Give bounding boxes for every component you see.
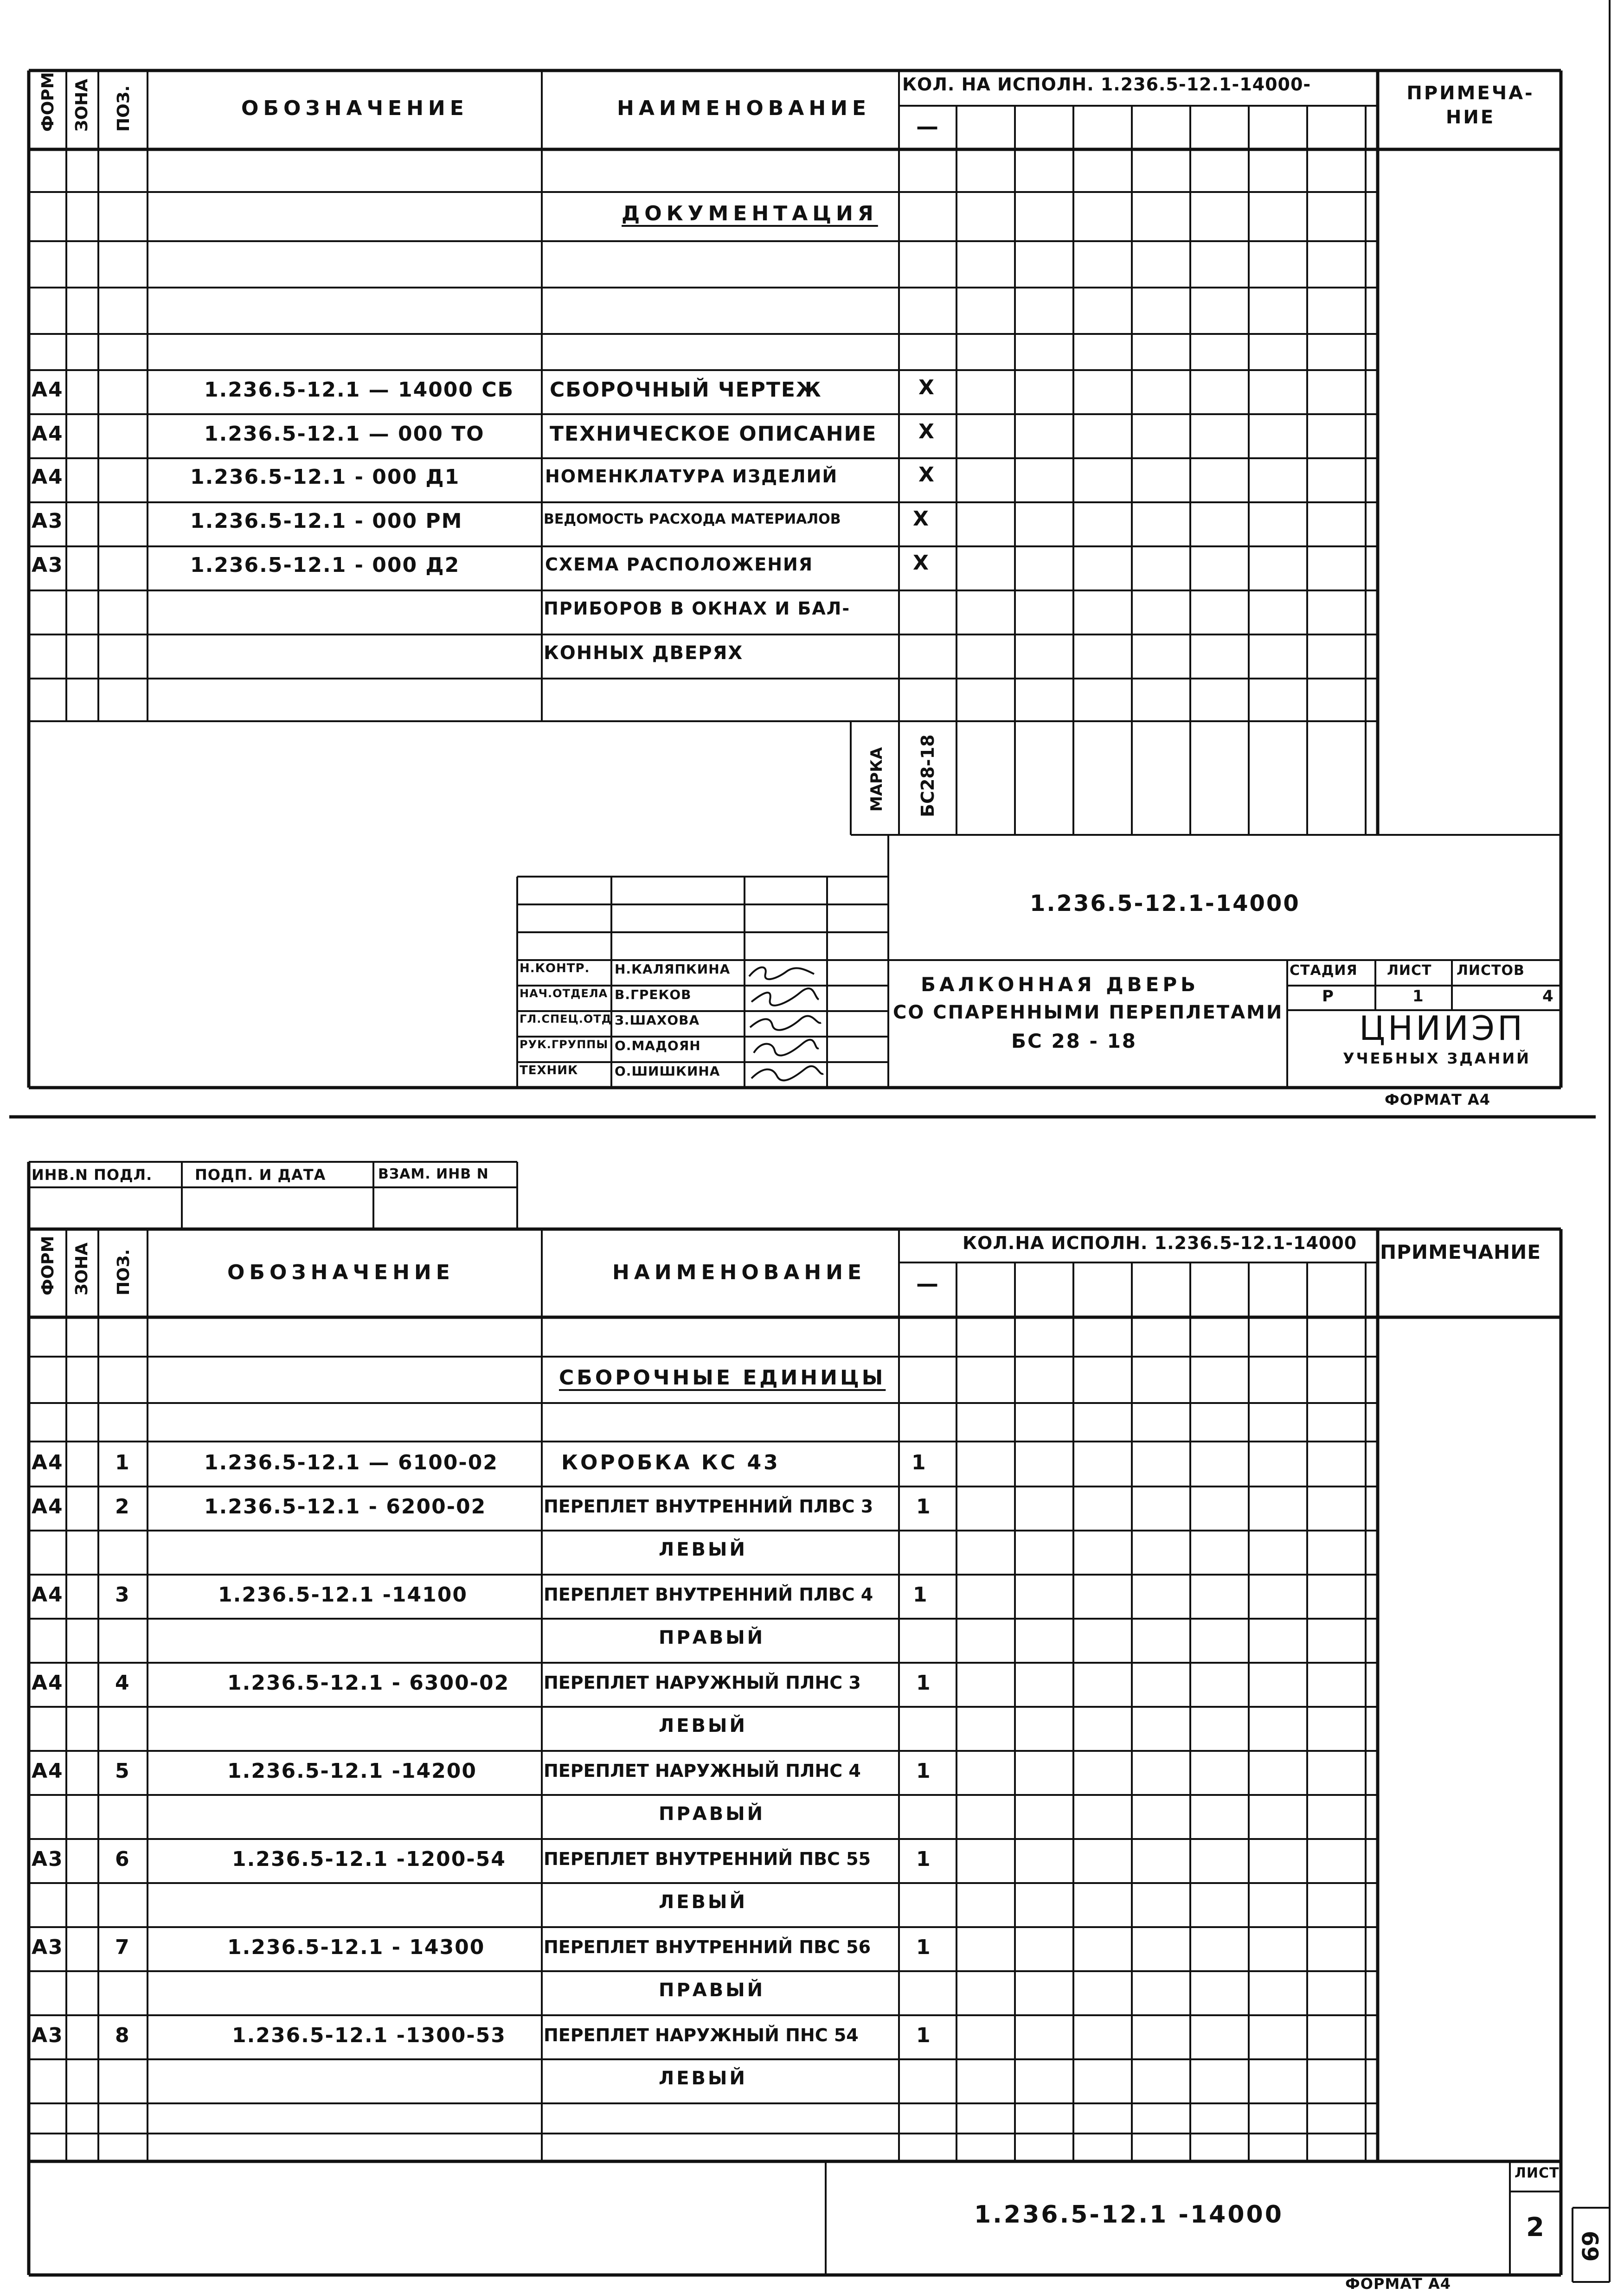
row-qty: 1 [916,1495,931,1519]
section-assembly-units: СБОРОЧНЫЕ ЕДИНИЦЫ [559,1366,886,1390]
row-name: ПЕРЕПЛЕТ ВНУТРЕННИЙ ПВС 56 [544,1937,871,1957]
header-zone: ЗОНА [72,78,91,132]
row-name: ПРАВЫЙ [659,1803,765,1825]
row-name: СХЕМА РАСПОЛОЖЕНИЯ [545,554,814,575]
row-qty: Х [918,420,935,443]
row-qty: Х [918,376,935,399]
header-form: ФОРМ [39,1236,58,1295]
row-designation: 1.236.5-12.1 - 000 Д1 [190,465,460,489]
row-name: НОМЕНКЛАТУРА ИЗДЕЛИЙ [545,466,838,487]
row-form: А4 [32,422,64,446]
header-designation: ОБОЗНАЧЕНИЕ [241,96,469,120]
row-qty: 1 [911,1451,927,1474]
row-form: А4 [32,1759,64,1783]
sheets-value: 4 [1542,987,1554,1006]
row-pos: 6 [115,1847,130,1871]
row-qty: 1 [916,2024,931,2047]
header-zone: ЗОНА [72,1242,91,1295]
row-name: ПЕРЕПЛЕТ НАРУЖНЫЙ ПЛНС 3 [544,1672,861,1693]
row-form: А4 [32,378,64,402]
row-pos: 4 [115,1671,130,1695]
row-name: КОННЫХ ДВЕРЯХ [544,642,744,664]
row-name: ТЕХНИЧЕСКОЕ ОПИСАНИЕ [550,422,877,446]
row-form: А3 [32,553,64,577]
organization-name: ЦНИИЭП [1359,1009,1526,1048]
role-label: НАЧ.ОТДЕЛА [520,987,608,1000]
stage-value: Р [1322,987,1334,1006]
stamp-sign-date: ПОДП. И ДАТА [195,1166,326,1184]
header-name: НАИМЕНОВАНИЕ [612,1261,867,1284]
row-name: ПРАВЫЙ [659,1627,765,1648]
sheets-label: ЛИСТОВ [1457,962,1525,979]
row-designation: 1.236.5-12.1 - 6300-02 [227,1671,510,1695]
row-designation: 1.236.5-12.1 -1300-53 [232,2024,506,2047]
person-name: Н.КАЛЯПКИНА [615,961,731,977]
person-name: О.МАДОЯН [615,1038,701,1053]
row-qty: Х [918,463,935,487]
header-qty: КОЛ. НА ИСПОЛН. 1.236.5-12.1-14000- [902,74,1311,95]
row-name: ЛЕВЫЙ [659,1539,747,1560]
role-label: Н.КОНТР. [520,961,590,975]
marka-label: МАРКА [867,747,886,812]
row-form: А3 [32,1935,64,1959]
row-pos: 2 [115,1495,130,1519]
title-line1: БАЛКОННАЯ ДВЕРЬ [921,973,1200,996]
header-note: ПРИМЕЧА-НИЕ [1406,83,1534,128]
row-form: А3 [32,1847,64,1871]
person-name: З.ШАХОВА [615,1012,700,1028]
header-form: ФОРМ [39,72,58,132]
document-code: 1.236.5-12.1 -14000 [974,2201,1284,2229]
header-qty-dash: — [916,1271,939,1297]
row-form: А4 [32,1495,64,1519]
row-pos: 7 [115,1935,130,1959]
row-qty: 1 [913,1583,928,1607]
row-name: ВЕДОМОСТЬ РАСХОДА МАТЕРИАЛОВ [544,511,841,527]
row-designation: 1.236.5-12.1 — 000 ТО [204,422,485,446]
row-designation: 1.236.5-12.1 -14100 [218,1583,468,1607]
document-code: 1.236.5-12.1-14000 [1030,891,1300,916]
page-number: 69 [1578,2230,1604,2262]
section-documentation: ДОКУМЕНТАЦИЯ [622,202,878,225]
row-qty: 1 [916,1671,931,1695]
row-designation: 1.236.5-12.1 -14200 [227,1759,477,1783]
sheet-value: 2 [1526,2212,1545,2243]
row-form: А3 [32,2024,64,2047]
row-name: ПРИБОРОВ В ОКНАХ И БАЛ- [544,598,851,619]
row-name: ПРАВЫЙ [659,1980,765,2001]
row-name: ПЕРЕПЛЕТ НАРУЖНЫЙ ПНС 54 [544,2025,859,2045]
row-name: СБОРОЧНЫЙ ЧЕРТЕЖ [550,378,822,402]
row-name: КОРОБКА КС 43 [561,1451,780,1474]
row-designation: 1.236.5-12.1 — 6100-02 [204,1451,498,1474]
row-name: ЛЕВЫЙ [659,1891,747,1913]
row-qty: Х [913,551,930,575]
title-line3: БС 28 - 18 [1011,1030,1137,1052]
row-name: ПЕРЕПЛЕТ НАРУЖНЫЙ ПЛНС 4 [544,1761,861,1781]
sheet-label: ЛИСТ [1515,2165,1560,2181]
header-designation: ОБОЗНАЧЕНИЕ [227,1261,455,1284]
row-pos: 3 [115,1583,130,1607]
stamp-replace: ВЗАМ. ИНВ N [378,1166,489,1182]
role-label: ТЕХНИК [520,1064,578,1077]
marka-value: БС28-18 [918,734,938,817]
row-qty: 1 [916,1935,931,1959]
person-name: В.ГРЕКОВ [615,987,692,1002]
row-qty: 1 [916,1759,931,1783]
row-form: А4 [32,1671,64,1695]
row-form: А4 [32,1451,64,1474]
stamp-inv: ИНВ.N ПОДЛ. [32,1166,153,1184]
role-label: РУК.ГРУППЫ [520,1038,609,1051]
header-note: ПРИМЕЧАНИЕ [1380,1241,1541,1263]
row-designation: 1.236.5-12.1 — 14000 СБ [204,378,514,402]
person-name: О.ШИШКИНА [615,1064,720,1079]
sheet-label: ЛИСТ [1387,962,1432,979]
row-designation: 1.236.5-12.1 - 000 РМ [190,509,463,533]
row-pos: 8 [115,2024,130,2047]
header-pos: ПОЗ. [114,85,133,132]
row-form: А4 [32,465,64,489]
role-label: ГЛ.СПЕЦ.ОТД [520,1012,612,1025]
header-qty: КОЛ.НА ИСПОЛН. 1.236.5-12.1-14000 [963,1233,1357,1253]
format-label: ФОРМАТ А4 [1385,1091,1490,1109]
row-form: А4 [32,1583,64,1607]
row-name: ПЕРЕПЛЕТ ВНУТРЕННИЙ ПЛВС 3 [544,1496,873,1517]
row-pos: 1 [115,1451,130,1474]
stage-label: СТАДИЯ [1290,962,1358,979]
row-name: ЛЕВЫЙ [659,1715,747,1737]
row-pos: 5 [115,1759,130,1783]
row-designation: 1.236.5-12.1 - 14300 [227,1935,485,1959]
header-qty-dash: — [916,114,939,140]
organization-sub: УЧЕБНЫХ ЗДАНИЙ [1343,1050,1531,1067]
format-label: ФОРМАТ А4 [1345,2275,1451,2293]
row-name: ПЕРЕПЛЕТ ВНУТРЕННИЙ ПВС 55 [544,1849,871,1869]
row-name: ЛЕВЫЙ [659,2068,747,2089]
row-qty: Х [913,507,930,531]
row-name: ПЕРЕПЛЕТ ВНУТРЕННИЙ ПЛВС 4 [544,1584,873,1605]
signatures [745,960,828,1088]
row-designation: 1.236.5-12.1 -1200-54 [232,1847,506,1871]
header-name: НАИМЕНОВАНИЕ [617,96,871,120]
row-designation: 1.236.5-12.1 - 000 Д2 [190,553,460,577]
row-form: А3 [32,509,64,533]
header-pos: ПОЗ. [114,1249,133,1295]
title-line2: СО СПАРЕННЫМИ ПЕРЕПЛЕТАМИ [893,1002,1284,1023]
row-designation: 1.236.5-12.1 - 6200-02 [204,1495,487,1519]
sheet-value: 1 [1412,987,1424,1006]
row-qty: 1 [916,1847,931,1871]
